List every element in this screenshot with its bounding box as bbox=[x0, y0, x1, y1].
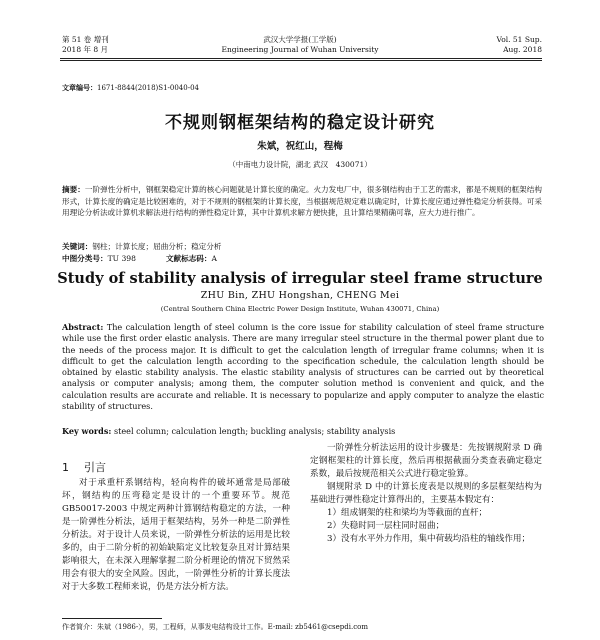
clc-value: TU 398 bbox=[107, 254, 136, 263]
article-number bbox=[62, 83, 199, 93]
issue-date-cn: 2018 年 8 月 bbox=[62, 45, 109, 54]
running-header-right bbox=[497, 35, 543, 55]
section-title: 引言 bbox=[84, 461, 106, 474]
doc-code-label: 文献标志码： bbox=[165, 254, 212, 263]
keywords-en-label: Key words: bbox=[62, 426, 112, 436]
body-paragraph: 钢规附录 D 中的计算长度表是以规则的多层框架结构为基础进行弹性稳定计算得出的，主要基本假定有： bbox=[310, 482, 542, 505]
body-column-left: 对于承重杆系钢结构，轻向构件的破坏通常是局部破坏，钢结构的压弯稳定是设计的一个重要环节。规范 GB50017-2003 中规定两种计算钢结构稳定的方法，一种是一阶弹性分析法，适用于框架结构，另外一种是二阶弹性分析法。对于设计人员来说，一阶弹性分析法的运用是比较多的，由于二阶分析的初始缺陷定义比较复杂且对计算结果影响很大，在未深入理解掌握二阶分析理论的情况下贸然采用会有很大的安全风险。因此，一阶弹性分析的计算长度法对于大多数工程师来说，仍是方法分析方法。 bbox=[62, 478, 290, 592]
issue-date-en: Aug. 2018 bbox=[503, 45, 542, 54]
title-en: Study of stability analysis of irregular steel frame structure bbox=[57, 270, 543, 287]
abstract-en-label: Abstract: bbox=[62, 322, 104, 332]
authors-en: ZHU Bin, ZHU Hongshan, CHENG Mei bbox=[200, 290, 400, 301]
keywords-en-text: steel column; calculation length; buckling analysis; stability analysis bbox=[113, 426, 396, 436]
body-column-right bbox=[310, 442, 542, 546]
classification-row bbox=[62, 253, 217, 264]
abstract-en-text: The calculation length of steel column is the core issue for stability calculation of steel frame structure while use the first order elastic analysis. There are many irregular steel structure in the thermal power plant due to the needs of the process major. It is difficult to get the calculation length of irregular frame columns; when it is difficult to get the calculation length according to the specification schedule, the calculation length should be obtained by elastic stability analysis. The elastic stability analysis of structures can be carried out by theoretical analysis or computer analysis; among them, the computer solution method is convenient and quick, and the calculation results are accurate and reliable. It is necessary to popularize and apply computer to analyze the elastic stability of structures. bbox=[62, 322, 544, 412]
article-number-value: 1671-8844(2018)S1-0040-04 bbox=[97, 84, 199, 92]
keywords-cn-text: 钢柱；计算长度；屈曲分析；稳定分析 bbox=[92, 242, 222, 251]
title-cn: 不规则钢框架结构的稳定设计研究 bbox=[165, 113, 435, 133]
header-rule-thin bbox=[60, 60, 542, 61]
journal-name-cn: 武汉大学学报(工学版) bbox=[263, 35, 337, 44]
journal-name-en: Engineering Journal of Wuhan University bbox=[221, 45, 379, 54]
body-paragraph: 一阶弹性分析法运用的设计步骤是：先按钢规附录 D 确定钢框架柱的计算长度，然后再根据截面分类查表确定稳定系数，最后按规范相关公式进行稳定验算。 bbox=[310, 443, 542, 479]
abstract-cn bbox=[62, 184, 542, 219]
volume-en: Vol. 51 Sup. bbox=[496, 35, 542, 44]
keywords-en bbox=[62, 426, 395, 436]
assumption-item: 1）组成钢架的柱和梁均为等截面的直杆； bbox=[327, 508, 488, 518]
authors-cn: 朱斌，祝红山，程梅 bbox=[257, 141, 343, 152]
clc-label: 中图分类号： bbox=[62, 254, 108, 263]
keywords-cn-label: 关键词： bbox=[62, 242, 93, 251]
header-rule-thick bbox=[60, 58, 542, 59]
abstract-en bbox=[62, 322, 544, 412]
article-number-label: 文章编号： bbox=[62, 83, 97, 92]
affiliation-cn: （中南电力设计院，湖北 武汉 430071） bbox=[228, 160, 372, 169]
keywords-cn bbox=[62, 241, 221, 252]
footnote-rule bbox=[62, 618, 162, 619]
assumption-item: 3）没有水平外力作用，集中荷载均沿柱的轴线作用； bbox=[327, 534, 531, 544]
abstract-cn-text: 一阶弹性分析中，钢框架稳定计算的核心问题就是计算长度的确定。火力发电厂中，很多钢结构由于工艺的需求，都是不规则的框架结构形式，计算长度的确定是比较困难的，对于不规则的钢框架的计算长度，当根据规范规定难以确定时，计算长度应通过弹性稳定分析获得。可采用理论分析法或计算机求解法进行结构的弹性稳定计算，其中计算机求解方便快捷，且计算结果精确可靠，应大力进行推广。 bbox=[62, 185, 542, 217]
section-heading bbox=[62, 459, 106, 475]
affiliation-en: (Central Southern China Electric Power Design Institute, Wuhan 430071, China) bbox=[160, 305, 440, 313]
section-number: 1 bbox=[62, 461, 69, 474]
author-footnote: 作者简介：朱斌（1986-），男，工程师，从事发电结构设计工作。E-mail: zb5461@csepdi.com bbox=[62, 623, 368, 631]
doc-code-value: A bbox=[211, 254, 217, 263]
abstract-cn-label: 摘要： bbox=[62, 185, 85, 194]
assumption-item: 2）失稳时同一层柱同时屈曲； bbox=[327, 521, 445, 531]
volume-issue: 第 51 卷 增刊 bbox=[62, 35, 109, 44]
